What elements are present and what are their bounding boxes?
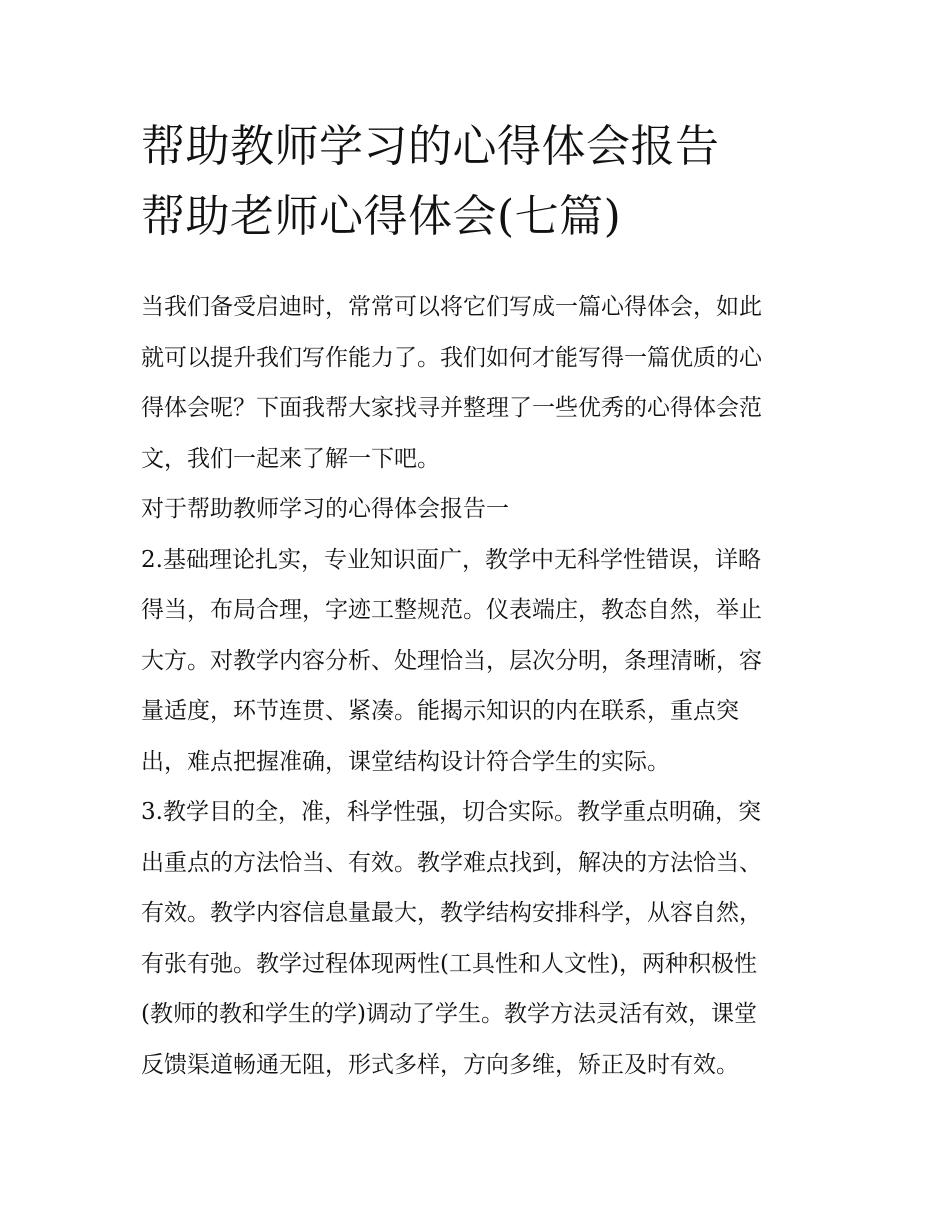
text-line: 对于帮助教师学习的心得体会报告一 [141,496,509,522]
text-line: 反馈渠道畅通无阻，形式多样，方向多维，矫正及时有效。 [141,1051,739,1078]
text-line: 出，难点把握准确，课堂结构设计符合学生的实际。 [141,748,670,775]
document-title [141,112,821,252]
document-page [141,112,821,1090]
title-line: 帮助老师心得体会(七篇) [141,191,622,242]
text-line: 3.教学目的全，准，科学性强，切合实际。教学重点明确，突 [141,799,761,825]
item-3-paragraph [141,787,821,1090]
text-line: 有效。教学内容信息量最大，教学结构安排科学，从容自然， [141,900,762,926]
text-line: 有张有弛。教学过程体现两性(工具性和人文性)，两种积极性 [141,950,757,977]
text-line: 得当，布局合理，字迹工整规范。仪表端庄，教态自然，举止 [141,597,762,623]
text-line: 文，我们一起来了解一下吧。 [141,445,440,472]
text-line: 量适度，环节连贯、紧凑。能揭示知识的内在联系，重点突 [141,698,739,724]
text-line: 当我们备受启迪时，常常可以将它们写成一篇心得体会，如此 [141,294,762,320]
text-line: 就可以提升我们写作能力了。我们如何才能写得一篇优质的心 [141,344,762,371]
text-line: 出重点的方法恰当、有效。教学难点找到，解决的方法恰当、 [141,849,762,876]
text-line: 大方。对教学内容分析、处理恰当，层次分明，条理清晰，容 [141,647,762,674]
intro-paragraph [141,282,821,484]
title-line: 帮助教师学习的心得体会报告 [141,121,720,172]
text-line: 得体会呢？下面我帮大家找寻并整理了一些优秀的心得体会范 [141,395,762,421]
item-2-paragraph [141,535,821,788]
text-line: (教师的教和学生的学)调动了学生。教学方法灵活有效，课堂 [141,1001,757,1027]
document-body [141,282,821,1090]
text-line: 2.基础理论扎实，专业知识面广，教学中无科学性错误，详略 [141,546,761,573]
section-heading [141,484,821,535]
